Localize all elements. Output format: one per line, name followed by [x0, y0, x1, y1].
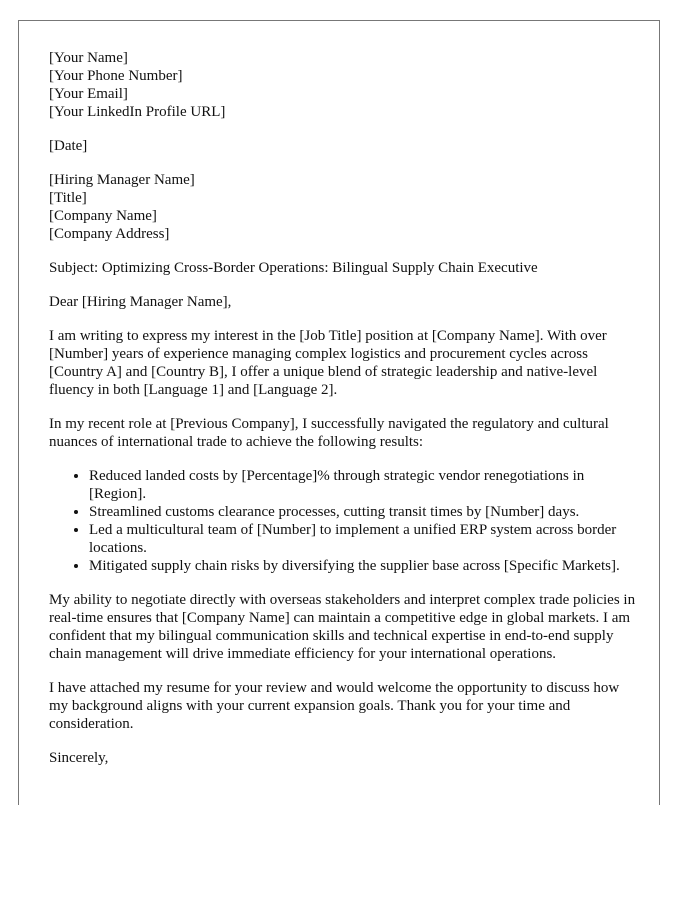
recipient-title: [Title] [49, 190, 87, 206]
sender-block [49, 49, 639, 121]
intro-paragraph: I am writing to express my interest in the [Job Title] position at [Company Name]. With over [Number] years of experience managing complex logistics and procurement cycles across [Country A] and [Country B], I offer a unique blend of strategic leadership and native-level fluency in both [Language 1] and [Language 2]. [49, 328, 607, 398]
letter-date: [Date] [49, 138, 88, 154]
achievements-list [49, 467, 639, 575]
recipient-manager: [Hiring Manager Name] [49, 172, 195, 188]
date-block [49, 137, 639, 155]
subject-line: Subject: Optimizing Cross-Border Operations: Bilingual Supply Chain Executive [49, 260, 538, 276]
letter-page [18, 20, 660, 805]
sender-linkedin: [Your LinkedIn Profile URL] [49, 104, 226, 120]
achievement-item: • Reduced landed costs by [Percentage]% through strategic vendor renegotiations in [Region]. [89, 467, 639, 503]
recipient-block [49, 171, 639, 243]
achievement-item: • Streamlined customs clearance processes, cutting transit times by [Number] days. [89, 503, 639, 521]
sender-name: [Your Name] [49, 50, 128, 66]
achievement-item: • Led a multicultural team of [Number] to implement a unified ERP system across border locations. [89, 521, 639, 557]
closing-paragraph: I have attached my resume for your review and would welcome the opportunity to discuss how my background aligns with your current expansion goals. Thank you for your time and consideration. [49, 680, 620, 732]
sender-phone: [Your Phone Number] [49, 68, 183, 84]
results-intro-paragraph: In my recent role at [Previous Company], I successfully navigated the regulatory and cultural nuances of international trade to achieve the following results: [49, 416, 609, 450]
recipient-company: [Company Name] [49, 208, 157, 224]
ability-paragraph: My ability to negotiate directly with overseas stakeholders and interpret complex trade policies in real-time ensures that [Company Name] can maintain a competitive edge in global markets. I am confident that my bilingual communication skills and technical expertise in end-to-end supply chain management will drive immediate efficiency for your international operations. [49, 592, 636, 662]
recipient-address: [Company Address] [49, 226, 170, 242]
letter-content [49, 49, 639, 783]
achievement-item: • Mitigated supply chain risks by diversifying the supplier base across [Specific Markets]. [89, 557, 639, 575]
salutation: Dear [Hiring Manager Name], [49, 294, 232, 310]
signoff: Sincerely, [49, 750, 109, 766]
sender-email: [Your Email] [49, 86, 128, 102]
